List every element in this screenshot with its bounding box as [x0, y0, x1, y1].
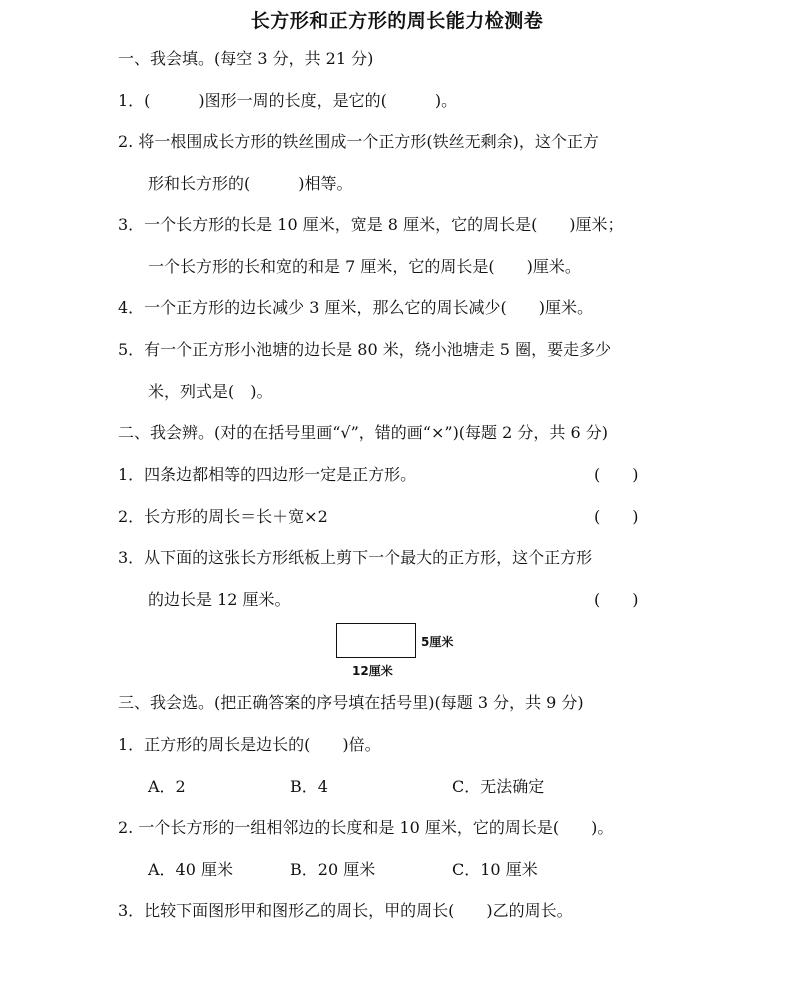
section-3-heading: 三、我会选。(把正确答案的序号填在括号里)(每题 3 分，共 9 分)	[118, 693, 584, 712]
s1-question-1: 1．( )图形一周的长度，是它的( )。	[118, 91, 458, 110]
s1-question-4: 4．一个正方形的边长减少 3 厘米，那么它的周长减少( )厘米。	[118, 298, 594, 317]
s1-question-5-line-2: 米，列式是( )。	[148, 382, 273, 401]
s1-question-2-line-2: 形和长方形的( )相等。	[148, 174, 353, 193]
s1-question-2-line-1: 2. 将一根围成长方形的铁丝围成一个正方形(铁丝无剩余)，这个正方	[118, 132, 599, 151]
s2-question-3-line-2: 的边长是 12 厘米。	[148, 590, 291, 609]
s3-q2-option-c: C．10 厘米	[452, 860, 538, 879]
s2-question-3-line-1: 3．从下面的这张长方形纸板上剪下一个最大的正方形，这个正方形	[118, 548, 593, 567]
rectangle-figure	[336, 623, 416, 658]
s3-question-2: 2. 一个长方形的一组相邻边的长度和是 10 厘米，它的周长是( )。	[118, 818, 614, 837]
s2-question-3-answer-paren: ( )	[594, 590, 639, 609]
s3-q1-option-c: C．无法确定	[452, 777, 545, 796]
s3-q1-option-b: B．4	[290, 777, 328, 796]
s2-question-1: 1．四条边都相等的四边形一定是正方形。	[118, 465, 417, 484]
s1-question-3-line-2: 一个长方形的长和宽的和是 7 厘米，它的周长是( )厘米。	[148, 257, 581, 276]
page-title: 长方形和正方形的周长能力检测卷	[250, 10, 544, 32]
s1-question-3-line-1: 3．一个长方形的长是 10 厘米，宽是 8 厘米，它的周长是( )厘米；	[118, 215, 624, 234]
section-2-heading: 二、我会辨。(对的在括号里画“√”，错的画“×”)(每题 2 分，共 6 分)	[118, 423, 608, 442]
s2-question-2: 2．长方形的周长＝长＋宽×2	[118, 507, 328, 526]
section-1-heading: 一、我会填。(每空 3 分，共 21 分)	[118, 49, 374, 68]
s3-q1-option-a: A．2	[148, 777, 186, 796]
s3-question-1: 1．正方形的周长是边长的( )倍。	[118, 735, 381, 754]
s1-question-5-line-1: 5．有一个正方形小池塘的边长是 80 米，绕小池塘走 5 圈，要走多少	[118, 340, 612, 359]
s2-question-2-answer-paren: ( )	[594, 507, 639, 526]
s3-q2-option-a: A．40 厘米	[148, 860, 234, 879]
figure-height-label: 5厘米	[421, 635, 454, 649]
s3-q2-option-b: B．20 厘米	[290, 860, 376, 879]
figure-width-label: 12厘米	[352, 664, 393, 678]
s3-question-3: 3．比较下面图形甲和图形乙的周长，甲的周长( )乙的周长。	[118, 901, 573, 920]
s2-question-1-answer-paren: ( )	[594, 465, 639, 484]
